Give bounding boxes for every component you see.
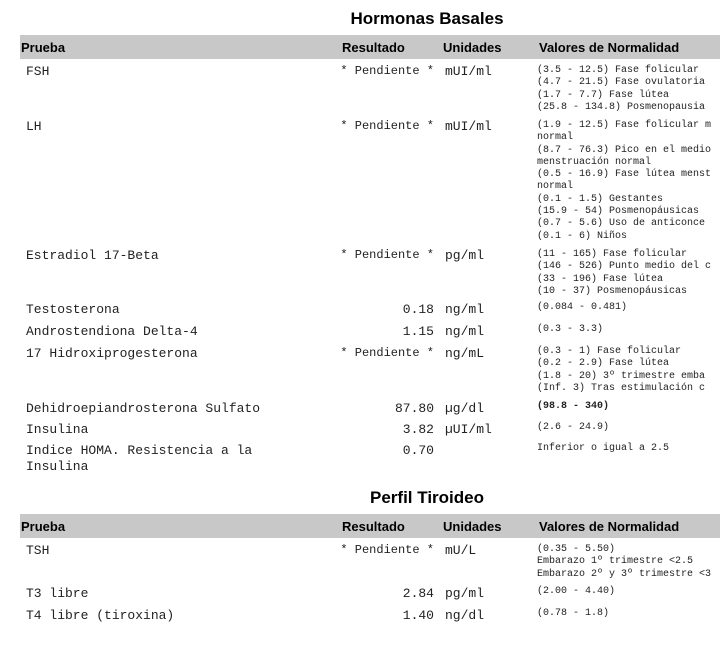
col-unidades: Unidades xyxy=(443,519,502,534)
test-unit: ng/dl xyxy=(445,608,485,623)
test-name: LH xyxy=(26,119,42,134)
test-name: Testosterona xyxy=(26,302,120,317)
test-result: 87.80 xyxy=(394,401,434,416)
table-header xyxy=(20,35,720,59)
reference-range: (2.6 - 24.9) xyxy=(537,422,610,433)
test-name: FSH xyxy=(26,64,50,79)
test-result: 1.15 xyxy=(402,324,434,339)
test-name: Androstendiona Delta-4 xyxy=(26,324,198,339)
col-prueba: Prueba xyxy=(21,519,66,534)
section-title-tiroideo: Perfil Tiroideo xyxy=(370,488,484,507)
test-result: 1.40 xyxy=(402,608,434,623)
test-unit: pg/ml xyxy=(445,586,485,601)
test-name: T3 libre xyxy=(26,586,89,601)
reference-range: (11 - 165) Fase folicular (146 - 526) Punto medio del c (33 - 196) Fase lútea (10 - 37) Posmenopáusicas xyxy=(537,249,712,297)
test-unit: µg/dl xyxy=(445,401,485,416)
reference-range: (1.9 - 12.5) Fase folicular m normal (8.7 - 76.3) Pico en el medio menstruación normal (0.5 - 16.9) Fase lútea menst normal (0.1 - 1.5) Gestantes (15.9 - 54) Posmenopáusicas (0.7 - 5.6) Uso de anticonce (0.1 - 6) Niños xyxy=(537,120,712,242)
test-unit: pg/ml xyxy=(445,248,485,263)
test-name: T4 libre (tiroxina) xyxy=(26,608,175,623)
col-unidades: Unidades xyxy=(443,40,502,55)
test-name: Insulina xyxy=(26,422,89,437)
reference-range: (0.084 - 0.481) xyxy=(537,302,628,313)
reference-range: (0.3 - 3.3) xyxy=(537,324,604,335)
test-unit: µUI/ml xyxy=(445,422,492,437)
col-prueba: Prueba xyxy=(21,40,66,55)
test-result: 0.70 xyxy=(402,443,434,458)
test-name: Dehidroepiandrosterona Sulfato xyxy=(26,401,261,416)
test-unit: ng/mL xyxy=(445,346,485,361)
col-resultado: Resultado xyxy=(342,40,405,55)
reference-range: (0.78 - 1.8) xyxy=(537,608,610,619)
reference-range: (0.3 - 1) Fase folicular (0.2 - 2.9) Fase lútea (1.8 - 20) 3º trimestre emba (Inf. 3) Tras estimulación c xyxy=(537,346,706,394)
test-result: 3.82 xyxy=(402,422,434,437)
test-result: 2.84 xyxy=(402,586,434,601)
test-unit: mU/L xyxy=(445,543,477,558)
test-unit: ng/ml xyxy=(445,324,485,339)
test-name: 17 Hidroxiprogesterona xyxy=(26,346,198,361)
reference-range: (0.35 - 5.50) Embarazo 1º trimestre <2.5 Embarazo 2º y 3º trimestre <3 xyxy=(537,544,712,580)
test-unit: mUI/ml xyxy=(445,64,492,79)
test-result: * Pendiente * xyxy=(340,119,434,133)
test-name: TSH xyxy=(26,543,50,558)
test-name: Indice HOMA. Resistencia a la Insulina xyxy=(26,443,253,474)
reference-range: (3.5 - 12.5) Fase folicular (4.7 - 21.5) Fase ovulatoria (1.7 - 7.7) Fase lútea (25.8 - 134.8) Posmenopausia xyxy=(537,65,706,113)
test-unit: ng/ml xyxy=(445,302,485,317)
test-result: * Pendiente * xyxy=(340,248,434,262)
test-unit: mUI/ml xyxy=(445,119,492,134)
reference-range: Inferior o igual a 2.5 xyxy=(537,443,670,454)
col-resultado: Resultado xyxy=(342,519,405,534)
section-title-hormonas: Hormonas Basales xyxy=(350,9,504,28)
col-valores: Valores de Normalidad xyxy=(539,519,680,534)
test-name: Estradiol 17-Beta xyxy=(26,248,159,263)
table-header xyxy=(20,514,720,538)
col-valores: Valores de Normalidad xyxy=(539,40,680,55)
reference-range: (98.8 - 340) xyxy=(537,401,610,412)
test-result: * Pendiente * xyxy=(340,346,434,360)
reference-range: (2.00 - 4.40) xyxy=(537,586,616,597)
test-result: 0.18 xyxy=(402,302,434,317)
test-result: * Pendiente * xyxy=(340,543,434,557)
test-result: * Pendiente * xyxy=(340,64,434,78)
